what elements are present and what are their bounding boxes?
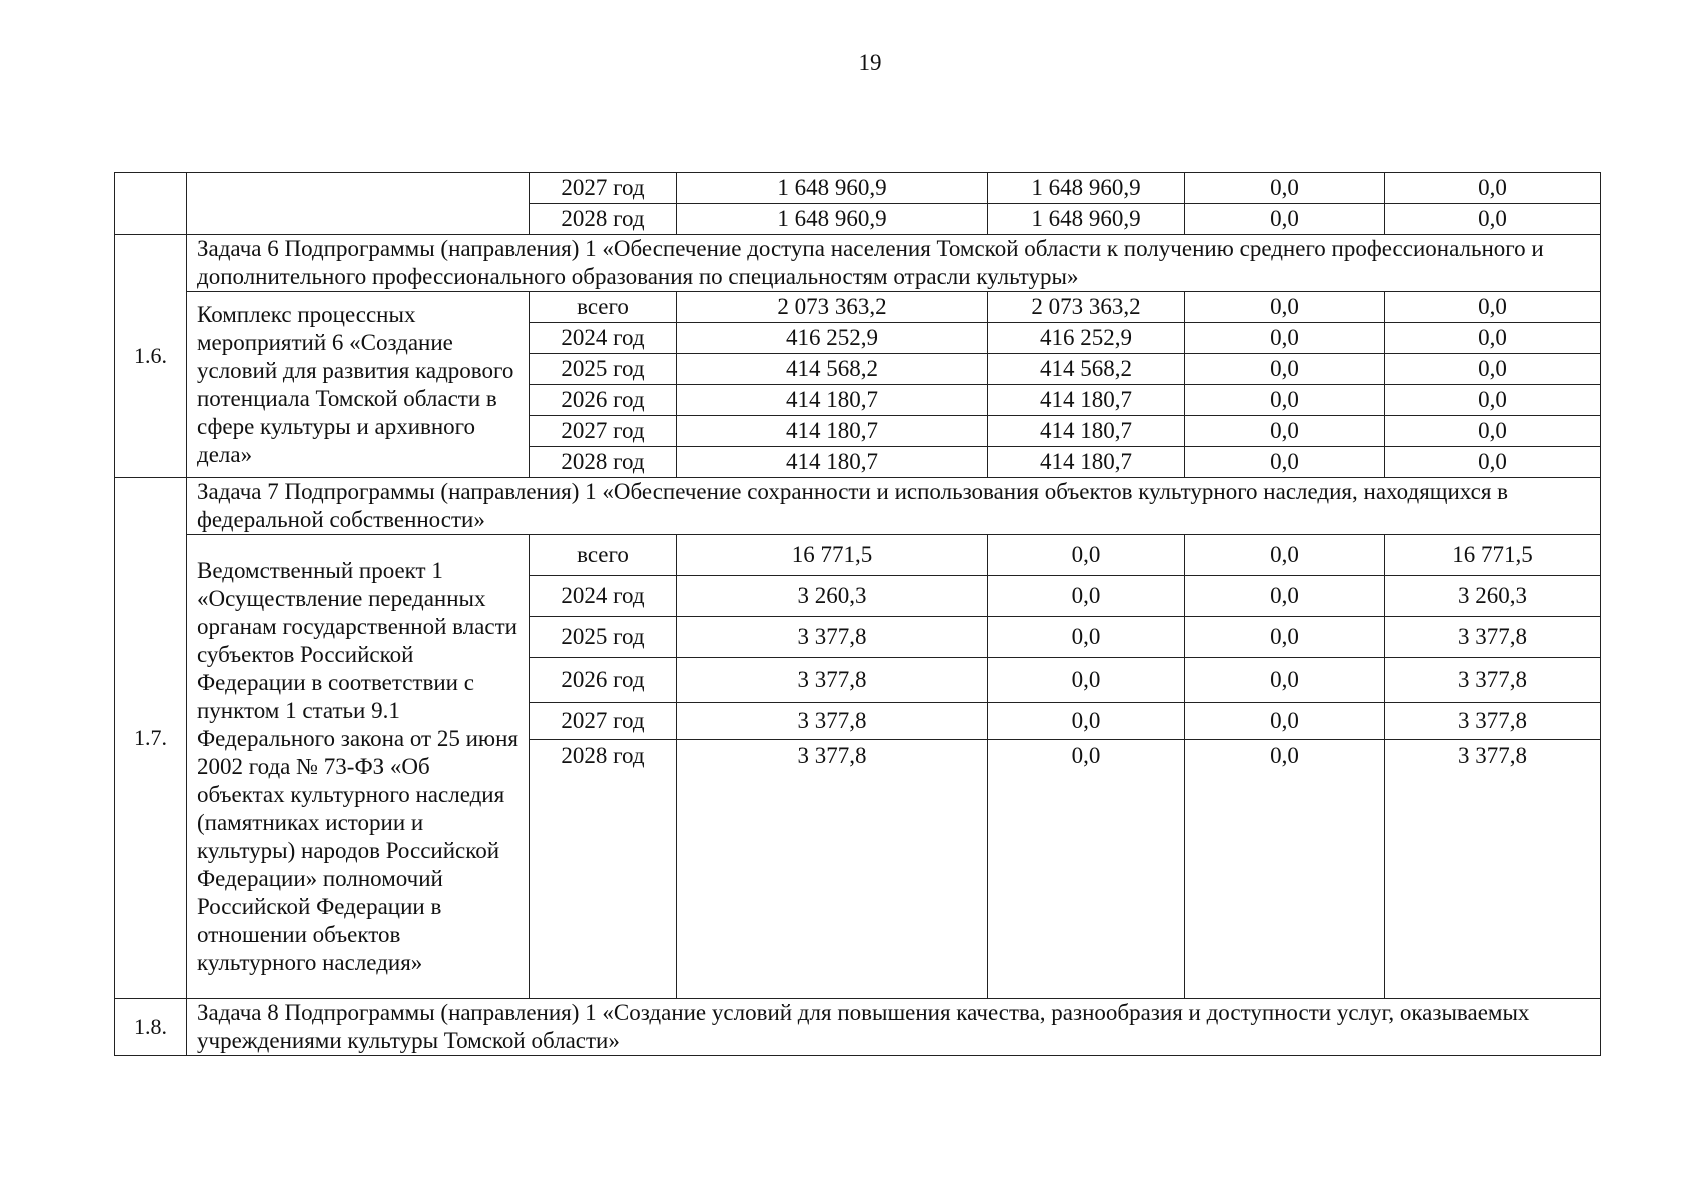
number-cell-empty	[115, 173, 187, 235]
total-cell: 414 180,7	[677, 447, 988, 478]
value-cell: 0,0	[1385, 416, 1601, 447]
value-cell: 0,0	[1385, 323, 1601, 354]
total-cell: 3 377,8	[677, 703, 988, 740]
project-name: Ведомственный проект 1 «Осуществление переданных органам государственной власти субъектов Российской Федерации в соответствии с пунктом 1 статьи 9.1 Федерального закона от 25 июня 2002 года № 73-ФЗ «Об объектах культурного наследия (памятниках истории и культуры) народов Российской Федерации» полномочий Российской Федерации в отношении объектов культурного наследия»	[187, 535, 530, 999]
value-cell: 1 648 960,9	[988, 204, 1185, 235]
value-cell: 0,0	[1185, 535, 1385, 576]
period-cell: 2026 год	[530, 658, 677, 703]
section-number: 1.8.	[115, 999, 187, 1056]
section-number: 1.6.	[115, 235, 187, 478]
value-cell: 0,0	[1185, 292, 1385, 323]
table-row	[115, 173, 1601, 204]
section-number: 1.7.	[115, 478, 187, 999]
total-cell: 414 568,2	[677, 354, 988, 385]
period-cell: 2028 год	[530, 740, 677, 999]
period-cell: 2024 год	[530, 576, 677, 617]
value-cell: 0,0	[1385, 447, 1601, 478]
value-cell: 0,0	[1185, 323, 1385, 354]
table-row	[115, 535, 1601, 576]
value-cell: 0,0	[1385, 354, 1601, 385]
value-cell: 416 252,9	[988, 323, 1185, 354]
period-cell: 2026 год	[530, 385, 677, 416]
task-row	[115, 235, 1601, 292]
value-cell: 3 377,8	[1385, 740, 1601, 999]
value-cell: 414 568,2	[988, 354, 1185, 385]
task-row	[115, 478, 1601, 535]
value-cell: 0,0	[988, 740, 1185, 999]
value-cell: 0,0	[1185, 658, 1385, 703]
value-cell: 0,0	[1185, 385, 1385, 416]
value-cell: 0,0	[1185, 617, 1385, 658]
value-cell: 3 377,8	[1385, 617, 1601, 658]
value-cell: 3 377,8	[1385, 658, 1601, 703]
value-cell: 3 260,3	[1385, 576, 1601, 617]
total-cell: 416 252,9	[677, 323, 988, 354]
period-cell: 2025 год	[530, 617, 677, 658]
period-cell: 2028 год	[530, 204, 677, 235]
value-cell: 0,0	[988, 658, 1185, 703]
value-cell: 0,0	[1185, 740, 1385, 999]
total-cell: 1 648 960,9	[677, 173, 988, 204]
value-cell: 2 073 363,2	[988, 292, 1185, 323]
value-cell: 1 648 960,9	[988, 173, 1185, 204]
page-number: 19	[858, 50, 882, 75]
value-cell: 0,0	[988, 703, 1185, 740]
total-cell: 414 180,7	[677, 385, 988, 416]
value-cell: 3 377,8	[1385, 703, 1601, 740]
table-row	[115, 292, 1601, 323]
value-cell: 16 771,5	[1385, 535, 1601, 576]
value-cell: 0,0	[1185, 447, 1385, 478]
period-cell: 2027 год	[530, 416, 677, 447]
value-cell: 414 180,7	[988, 385, 1185, 416]
value-cell: 414 180,7	[988, 447, 1185, 478]
value-cell: 0,0	[988, 576, 1185, 617]
value-cell: 0,0	[988, 535, 1185, 576]
total-cell: 3 377,8	[677, 617, 988, 658]
value-cell: 0,0	[1185, 576, 1385, 617]
value-cell: 414 180,7	[988, 416, 1185, 447]
task-row	[115, 999, 1601, 1056]
total-cell: 2 073 363,2	[677, 292, 988, 323]
period-cell: всего	[530, 535, 677, 576]
total-cell: 1 648 960,9	[677, 204, 988, 235]
period-cell: 2028 год	[530, 447, 677, 478]
value-cell: 0,0	[1185, 703, 1385, 740]
value-cell: 0,0	[1385, 204, 1601, 235]
task-title: Задача 6 Подпрограммы (направления) 1 «Обеспечение доступа населения Томской области к получению среднего профессионального и дополнительного профессионального образования по специальностям отрасли культуры»	[187, 235, 1601, 292]
total-cell: 3 377,8	[677, 740, 988, 999]
value-cell: 0,0	[1185, 204, 1385, 235]
value-cell: 0,0	[1385, 292, 1601, 323]
total-cell: 414 180,7	[677, 416, 988, 447]
period-cell: 2024 год	[530, 323, 677, 354]
value-cell: 0,0	[1385, 385, 1601, 416]
task-title: Задача 7 Подпрограммы (направления) 1 «Обеспечение сохранности и использования объектов культурного наследия, находящихся в федеральной собственности»	[187, 478, 1601, 535]
value-cell: 0,0	[1185, 416, 1385, 447]
period-cell: 2025 год	[530, 354, 677, 385]
activity-name: Комплекс процессных мероприятий 6 «Создание условий для развития кадрового потенциала Томской области в сфере культуры и архивного дела»	[187, 292, 530, 478]
value-cell: 0,0	[1185, 354, 1385, 385]
value-cell: 0,0	[1385, 173, 1601, 204]
value-cell: 0,0	[1185, 173, 1385, 204]
total-cell: 3 260,3	[677, 576, 988, 617]
period-cell: 2027 год	[530, 173, 677, 204]
total-cell: 3 377,8	[677, 658, 988, 703]
total-cell: 16 771,5	[677, 535, 988, 576]
value-cell: 0,0	[988, 617, 1185, 658]
task-title: Задача 8 Подпрограммы (направления) 1 «Создание условий для повышения качества, разнообразия и доступности услуг, оказываемых учреждениями культуры Томской области»	[187, 999, 1601, 1056]
budget-table	[114, 172, 1601, 1056]
name-cell-empty	[187, 173, 530, 235]
period-cell: всего	[530, 292, 677, 323]
period-cell: 2027 год	[530, 703, 677, 740]
